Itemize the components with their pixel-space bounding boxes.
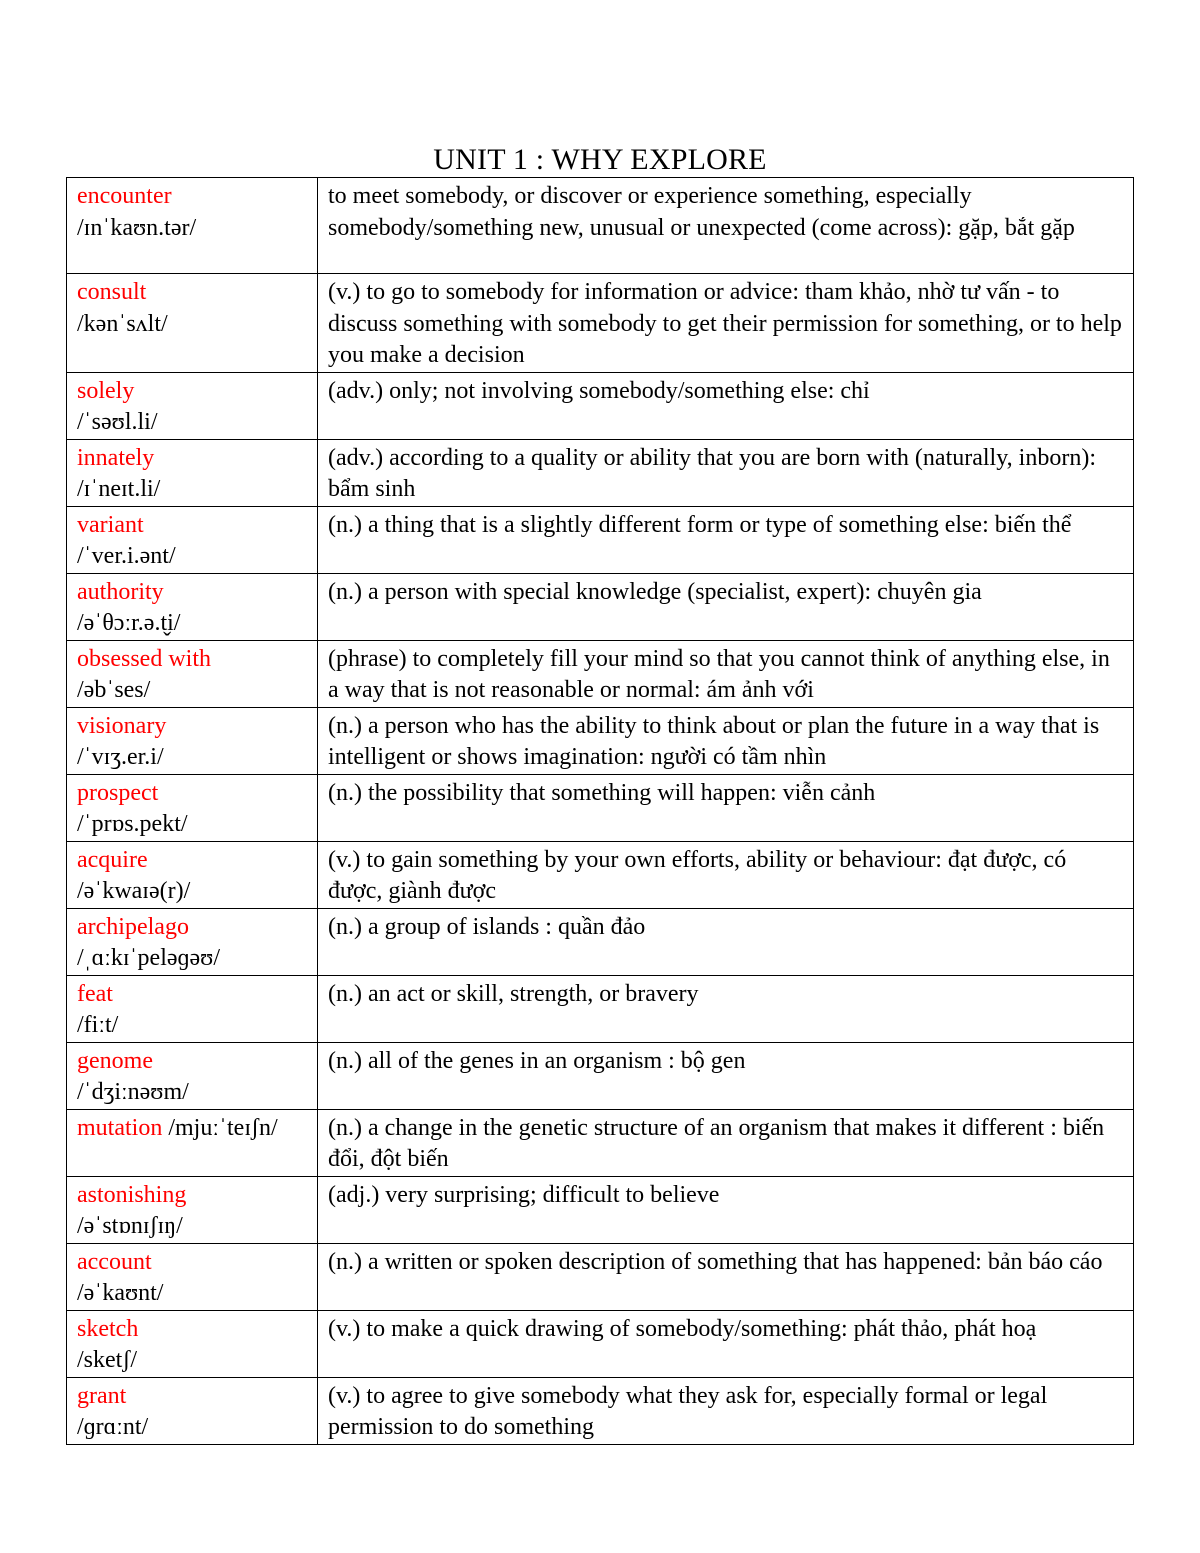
table-row	[67, 506, 1134, 573]
vocab-word: consult	[77, 279, 147, 305]
definition-cell: (v.) to make a quick drawing of somebody/something: phát thảo, phát hoạ	[318, 1310, 1134, 1377]
vocab-ipa: /mjuːˈteɪʃn/	[162, 1114, 278, 1141]
table-row	[67, 1176, 1134, 1243]
table-row	[67, 774, 1134, 841]
vocab-word: acquire	[77, 846, 148, 873]
table-row	[67, 1109, 1134, 1176]
vocab-word: visionary	[77, 712, 167, 739]
term-cell	[67, 372, 318, 439]
vocab-word: grant	[77, 1382, 127, 1409]
vocab-word: sketch	[77, 1315, 139, 1342]
vocab-ipa: /ɪˈneɪt.li/	[77, 476, 161, 502]
definition-cell: (n.) a person who has the ability to think about or plan the future in a way that is intelligent or shows imagination: người có tầm nhìn	[318, 707, 1134, 774]
term-cell	[67, 707, 318, 774]
definition-cell: (n.) a written or spoken description of something that has happened: bản báo cáo	[318, 1243, 1134, 1310]
vocab-ipa: /əˈθɔːr.ə.t̬i/	[77, 610, 181, 636]
term-cell	[67, 506, 318, 573]
vocab-ipa: /kənˈsʌlt/	[77, 310, 168, 337]
table-row	[67, 573, 1134, 640]
table-row	[67, 1042, 1134, 1109]
term-cell	[67, 1042, 318, 1109]
table-row	[67, 908, 1134, 975]
page-title: UNIT 1 : WHY EXPLORE	[433, 143, 767, 176]
vocabulary-table	[66, 177, 1134, 1445]
definition-cell: (n.) the possibility that something will happen: viễn cảnh	[318, 774, 1134, 841]
vocab-ipa: /ˈvɪʒ.er.i/	[77, 744, 164, 770]
definition-cell: (phrase) to completely fill your mind so that you cannot think of anything else, in a way that is not reasonable or normal: ám ảnh với	[318, 640, 1134, 707]
term-cell	[67, 1377, 318, 1444]
vocab-ipa: /əˈkaʊnt/	[77, 1280, 164, 1306]
definition-cell: (adj.) very surprising; difficult to believe	[318, 1176, 1134, 1243]
table-row	[67, 975, 1134, 1042]
table-row	[67, 274, 1134, 373]
definition-cell: (v.) to go to somebody for information or advice: tham khảo, nhờ tư vấn - to discuss something with somebody to get their permission for something, or to help you make a decision	[318, 274, 1134, 373]
table-row	[67, 841, 1134, 908]
term-cell	[67, 1310, 318, 1377]
vocab-ipa: /sketʃ/	[77, 1347, 137, 1373]
definition-cell: (adv.) according to a quality or ability that you are born with (naturally, inborn): bẩm sinh	[318, 439, 1134, 506]
definition-cell: (n.) a thing that is a slightly different form or type of something else: biến thể	[318, 506, 1134, 573]
table-row	[67, 1377, 1134, 1444]
table-row	[67, 372, 1134, 439]
vocab-ipa: /ˈprɒs.pekt/	[77, 811, 188, 837]
vocab-ipa: /ɡrɑːnt/	[77, 1414, 149, 1440]
definition-cell: (n.) all of the genes in an organism : bộ gen	[318, 1042, 1134, 1109]
vocab-ipa: /əˈstɒnɪʃɪŋ/	[77, 1213, 183, 1239]
table-row	[67, 707, 1134, 774]
vocab-ipa: /əbˈses/	[77, 677, 151, 703]
definition-cell: (n.) a person with special knowledge (specialist, expert): chuyên gia	[318, 573, 1134, 640]
table-row	[67, 1243, 1134, 1310]
vocab-word: astonishing	[77, 1181, 187, 1208]
term-cell	[67, 1243, 318, 1310]
vocab-word: genome	[77, 1047, 153, 1074]
definition-cell: to meet somebody, or discover or experience something, especially somebody/something new, unusual or unexpected (come across): gặp, bắt gặp	[318, 178, 1134, 274]
vocab-word: account	[77, 1248, 152, 1275]
vocab-word: variant	[77, 511, 144, 538]
term-cell	[67, 774, 318, 841]
term-cell	[67, 573, 318, 640]
definition-cell: (v.) to agree to give somebody what they ask for, especially formal or legal permission to do something	[318, 1377, 1134, 1444]
table-row	[67, 178, 1134, 274]
vocab-word: encounter	[77, 183, 172, 209]
definition-cell: (v.) to gain something by your own efforts, ability or behaviour: đạt được, có được, giành được	[318, 841, 1134, 908]
vocab-word: innately	[77, 444, 155, 471]
vocab-ipa: /ˌɑːkɪˈpeləɡəʊ/	[77, 945, 221, 971]
vocab-ipa: /ˈsəʊl.li/	[77, 409, 158, 435]
vocab-word: solely	[77, 377, 135, 404]
vocab-ipa: /ɪnˈkaʊn.tər/	[77, 214, 197, 241]
vocab-ipa: /ˈver.i.ənt/	[77, 543, 176, 569]
term-cell	[67, 274, 318, 373]
vocab-word: authority	[77, 578, 164, 605]
table-row	[67, 439, 1134, 506]
vocab-word: mutation	[77, 1114, 163, 1141]
table-row	[67, 640, 1134, 707]
vocab-ipa: /fiːt/	[77, 1012, 119, 1038]
term-cell	[67, 439, 318, 506]
definition-cell: (adv.) only; not involving somebody/something else: chỉ	[318, 372, 1134, 439]
definition-cell: (n.) a change in the genetic structure of an organism that makes it different : biến đổi, đột biến	[318, 1109, 1134, 1176]
vocab-word: feat	[77, 980, 113, 1007]
vocab-ipa: /əˈkwaɪə(r)/	[77, 878, 191, 904]
term-cell	[67, 908, 318, 975]
definition-cell: (n.) an act or skill, strength, or bravery	[318, 975, 1134, 1042]
term-cell	[67, 1109, 318, 1176]
term-cell	[67, 1176, 318, 1243]
term-cell	[67, 178, 318, 274]
vocab-word: archipelago	[77, 913, 189, 940]
table-row	[67, 1310, 1134, 1377]
term-cell	[67, 841, 318, 908]
vocab-word: prospect	[77, 779, 159, 806]
term-cell	[67, 640, 318, 707]
definition-cell: (n.) a group of islands : quần đảo	[318, 908, 1134, 975]
term-cell	[67, 975, 318, 1042]
vocab-ipa: /ˈdʒiːnəʊm/	[77, 1079, 189, 1105]
vocab-word: obsessed with	[77, 645, 211, 672]
